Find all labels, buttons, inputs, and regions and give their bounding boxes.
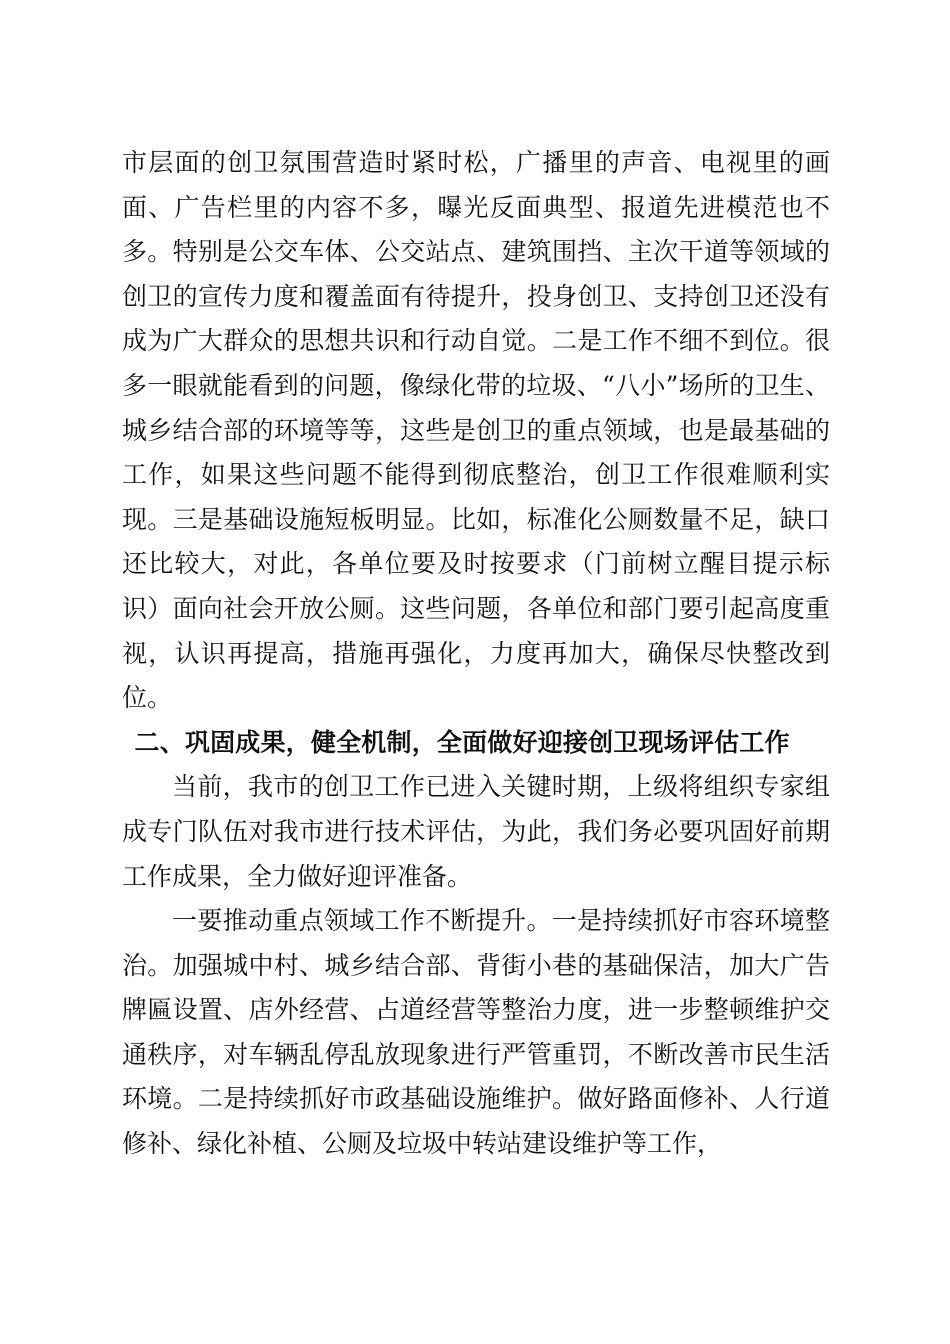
- section-heading: 二、巩固成果，健全机制，全面做好迎接创卫现场评估工作: [134, 727, 790, 757]
- body-paragraph: 市层面的创卫氛围营造时紧时松，广播里的声音、电视里的画面、广告栏里的内容不多，曝光反面典型、报道先进模范也不多。特别是公交车体、公交站点、建筑围挡、主次干道等领域的创卫的宣传力度和覆盖面有待提升，投身创卫、支持创卫还没有成为广大群众的思想共识和行动自觉。二是工作不细不到位。很多一眼就能看到的问题，像绿化带的垃圾、“八小”场所的卫生、城乡结合部的环境等等，这些是创卫的重点领域，也是最基础的工作，如果这些问题不能得到彻底整治，创卫工作很难顺利实现。三是基础设施短板明显。比如，标准化公厕数量不足，缺口还比较大，对此，各单位要及时按要求（门前树立醒目提示标识）面向社会开放公厕。这些问题，各单位和部门要引起高度重视，认识再提高，措施再强化，力度再加大，确保尽快整改到位。: [122, 148, 830, 713]
- body-paragraph: 当前，我市的创卫工作已进入关键时期，上级将组织专家组成专门队伍对我市进行技术评估，为此，我们务必要巩固好前期工作成果，全力做好迎评准备。: [122, 772, 830, 891]
- body-paragraph: 一要推动重点领域工作不断提升。一是持续抓好市容环境整治。加强城中村、城乡结合部、背街小巷的基础保洁，加大广告牌匾设置、店外经营、占道经营等整治力度，进一步整顿维护交通秩序，对车辆乱停乱放现象进行严管重罚，不断改善市民生活环境。二是持续抓好市政基础设施维护。做好路面修补、人行道修补、绿化补植、公厕及垃圾中转站建设维护等工作，: [122, 906, 830, 1159]
- document-body: [122, 141, 830, 1167]
